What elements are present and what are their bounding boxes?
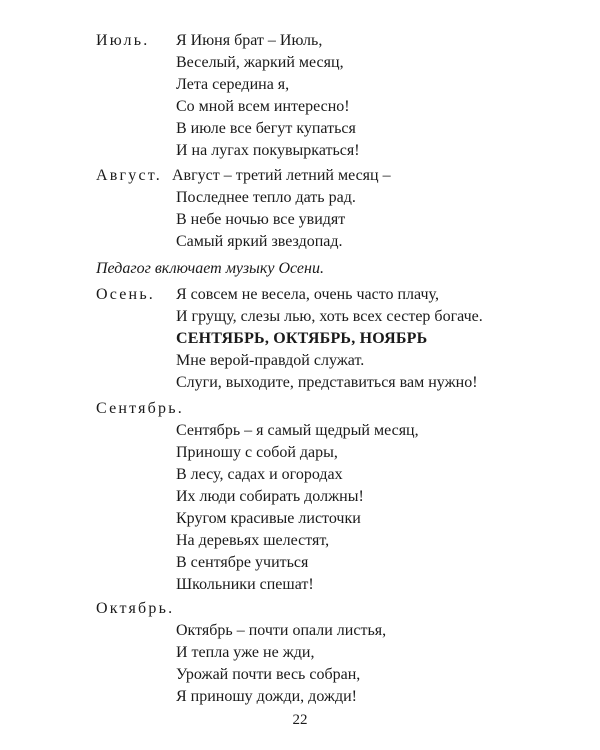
verse-line: В лесу, садах и огородах bbox=[176, 466, 343, 483]
verse-line: И на лугах покувыркаться! bbox=[176, 142, 360, 159]
verse-line: Со мной всем интересно! bbox=[176, 98, 350, 115]
speaker-autumn: Осень. bbox=[96, 286, 156, 303]
page-number: 22 bbox=[292, 712, 308, 728]
verse-line: Самый яркий звездопад. bbox=[176, 233, 343, 250]
verse-line: Урожай почти весь собран, bbox=[176, 666, 361, 683]
verse-line: Веселый, жаркий месяц, bbox=[176, 54, 344, 71]
verse-line: Я приношу дожди, дожди! bbox=[176, 688, 358, 705]
verse-line: Я Июня брат – Июль, bbox=[176, 32, 323, 49]
verse-line: СЕНТЯБРЬ, ОКТЯБРЬ, НОЯБРЬ bbox=[176, 330, 428, 347]
verse-line: В июле все бегут купаться bbox=[176, 120, 356, 137]
speaker-july: Июль. bbox=[96, 32, 150, 49]
verse-line: Приношу с собой дары, bbox=[176, 444, 338, 461]
verse-line: Их люди собирать должны! bbox=[176, 488, 364, 505]
verse-line: Сентябрь – я самый щедрый месяц, bbox=[176, 422, 419, 439]
stage-direction: Педагог включает музыку Осени. bbox=[96, 260, 324, 277]
verse-line: Октябрь – почти опали листья, bbox=[176, 622, 387, 639]
verse-line: Август – третий летний месяц – bbox=[172, 167, 391, 184]
speaker-october: Октябрь. bbox=[96, 600, 175, 617]
verse-line: И тепла уже не жди, bbox=[176, 644, 315, 661]
verse-line: В небе ночью все увидят bbox=[176, 211, 346, 228]
verse-line: И грущу, слезы лью, хоть всех сестер богаче. bbox=[176, 308, 483, 325]
verse-line: На деревьях шелестят, bbox=[176, 532, 330, 549]
verse-line: Я совсем не весела, очень часто плачу, bbox=[176, 286, 439, 303]
verse-line: Слуги, выходите, представиться вам нужно! bbox=[176, 374, 478, 391]
verse-line: Школьники спешат! bbox=[176, 576, 314, 593]
verse-line: В сентябре учиться bbox=[176, 554, 309, 571]
speaker-september: Сентябрь. bbox=[96, 400, 184, 417]
speaker-august: Август. bbox=[96, 167, 162, 184]
verse-line: Лета середина я, bbox=[176, 76, 290, 93]
verse-line: Кругом красивые листочки bbox=[176, 510, 361, 527]
verse-line: Мне верой-правдой служат. bbox=[176, 352, 365, 369]
verse-line: Последнее тепло дать рад. bbox=[176, 189, 356, 206]
